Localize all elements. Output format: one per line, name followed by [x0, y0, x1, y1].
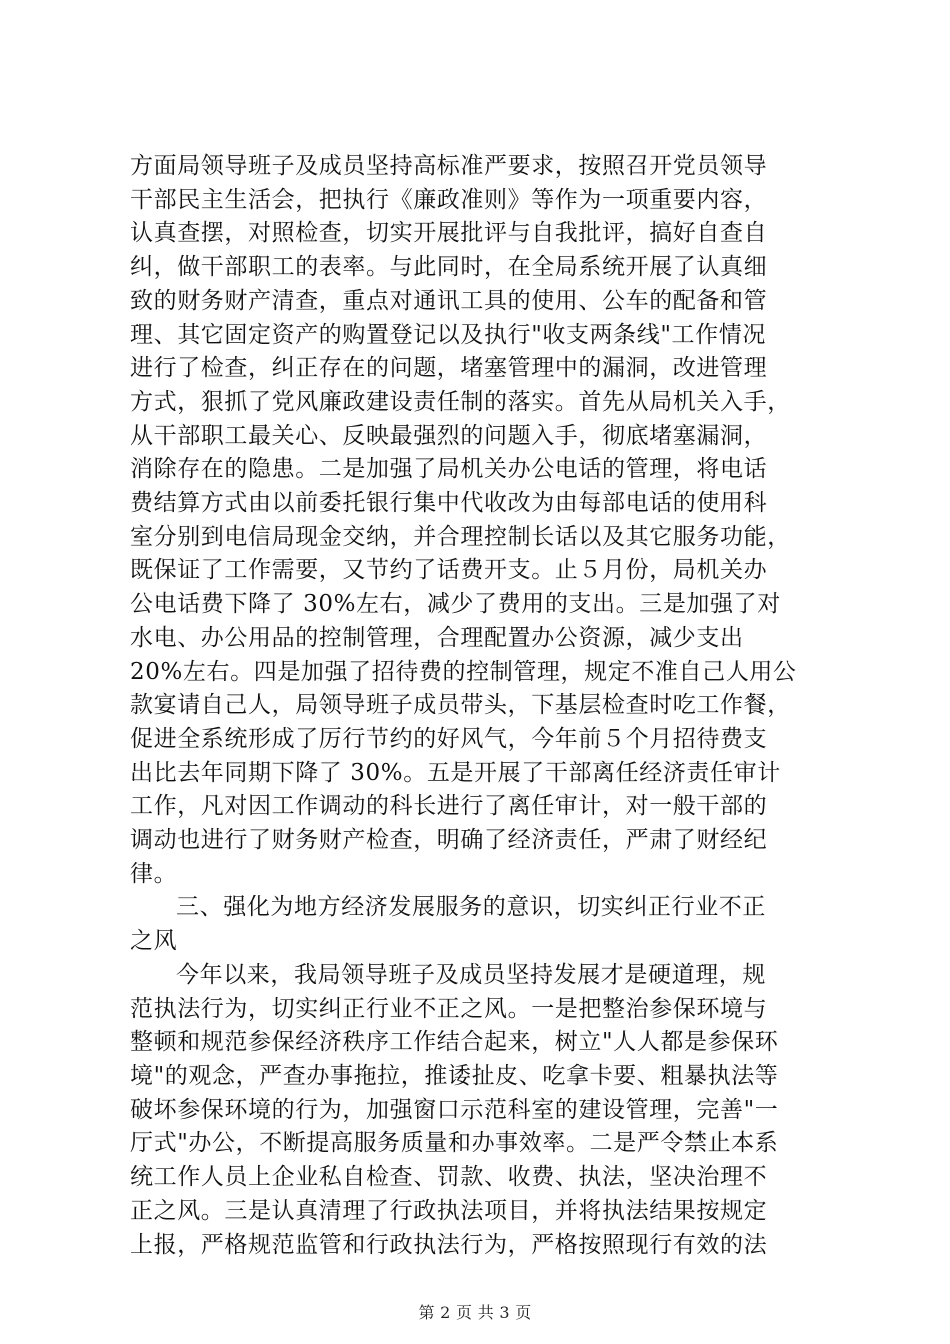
section-heading-three [130, 891, 840, 958]
text-line: 境"的观念，严查办事拖拉，推诿扯皮、吃拿卡要、粗暴执法等 [130, 1062, 779, 1089]
page-number-label: 第 2 页 共 3 页 [418, 1303, 532, 1322]
text-line: 破坏参保环境的行为，加强窗口示范科室的建设管理，完善"一 [130, 1096, 779, 1123]
text-line: 方面局领导班子及成员坚持高标准严要求，按照召开党员领导 [130, 153, 768, 179]
text-line: 范执法行为，切实纠正行业不正之风。一是把整治参保环境与 [130, 995, 768, 1022]
text-line: 水电、办公用品的控制管理，合理配置办公资源，减少支出 [130, 624, 744, 651]
text-line: 室分别到电信局现金交纳，并合理控制长话以及其它服务功能， [130, 523, 791, 550]
paragraph-industry-conduct [130, 959, 840, 1262]
text-line: 20%左右。四是加强了招待费的控制管理，规定不准自己人用公 [130, 658, 797, 685]
text-line: 理、其它固定资产的购置登记以及执行"收支两条线"工作情况 [130, 321, 766, 348]
text-line: 方式，狠抓了党风廉政建设责任制的落实。首先从局机关入手， [130, 388, 791, 415]
text-line: 调动也进行了财务财产检查，明确了经济责任，严肃了财经纪 [130, 827, 768, 854]
text-line: 费结算方式由以前委托银行集中代收改为由每部电话的使用科 [130, 490, 768, 517]
heading-line: 之风 [130, 928, 178, 955]
text-line: 上报，严格规范监管和行政执法行为，严格按照现行有效的法 [130, 1231, 768, 1258]
text-line: 统工作人员上企业私自检查、罚款、收费、执法，坚决治理不 [130, 1164, 768, 1191]
text-line: 纠，做干部职工的表率。与此同时，在全局系统开展了认真细 [130, 254, 768, 281]
text-line: 致的财务财产清查，重点对通讯工具的使用、公车的配备和管 [130, 287, 768, 314]
paragraph-party-conduct [130, 150, 840, 891]
text-line: 从干部职工最关心、反映最强烈的问题入手，彻底堵塞漏洞， [130, 422, 768, 449]
text-line: 消除存在的隐患。二是加强了局机关办公电话的管理，将电话 [130, 456, 768, 483]
text-line: 工作，凡对因工作调动的科长进行了离任审计，对一般干部的 [130, 793, 768, 820]
document-body [130, 150, 840, 1262]
text-line: 进行了检查，纠正存在的问题，堵塞管理中的漏洞，改进管理 [130, 355, 768, 382]
text-line: 整顿和规范参保经济秩序工作结合起来，树立"人人都是参保环 [130, 1029, 779, 1056]
text-line: 既保证了工作需要，又节约了话费开支。止５月份，局机关办 [130, 557, 768, 584]
text-line: 款宴请自己人，局领导班子成员带头，下基层检查时吃工作餐， [130, 692, 791, 719]
text-line: 认真查摆，对照检查，切实开展批评与自我批评，搞好自查自 [130, 220, 768, 247]
text-line: 厅式"办公，不断提高服务质量和办事效率。二是严令禁止本系 [130, 1130, 779, 1157]
text-line: 干部民主生活会，把执行《廉政准则》等作为一项重要内容， [130, 186, 768, 213]
heading-line: 三、强化为地方经济发展服务的意识，切实纠正行业不正 [176, 894, 766, 921]
text-line: 促进全系统形成了厉行节约的好风气，今年前５个月招待费支 [130, 725, 768, 752]
text-line: 公电话费下降了 30%左右，减少了费用的支出。三是加强了对 [130, 591, 781, 618]
text-line: 今年以来，我局领导班子及成员坚持发展才是硬道理，规 [176, 961, 766, 988]
text-line: 出比去年同期下降了 30%。五是开展了干部离任经济责任审计 [130, 759, 781, 786]
text-line: 律。 [130, 860, 178, 887]
page-footer [0, 1300, 950, 1323]
text-line: 正之风。三是认真清理了行政执法项目，并将执法结果按规定 [130, 1197, 768, 1224]
